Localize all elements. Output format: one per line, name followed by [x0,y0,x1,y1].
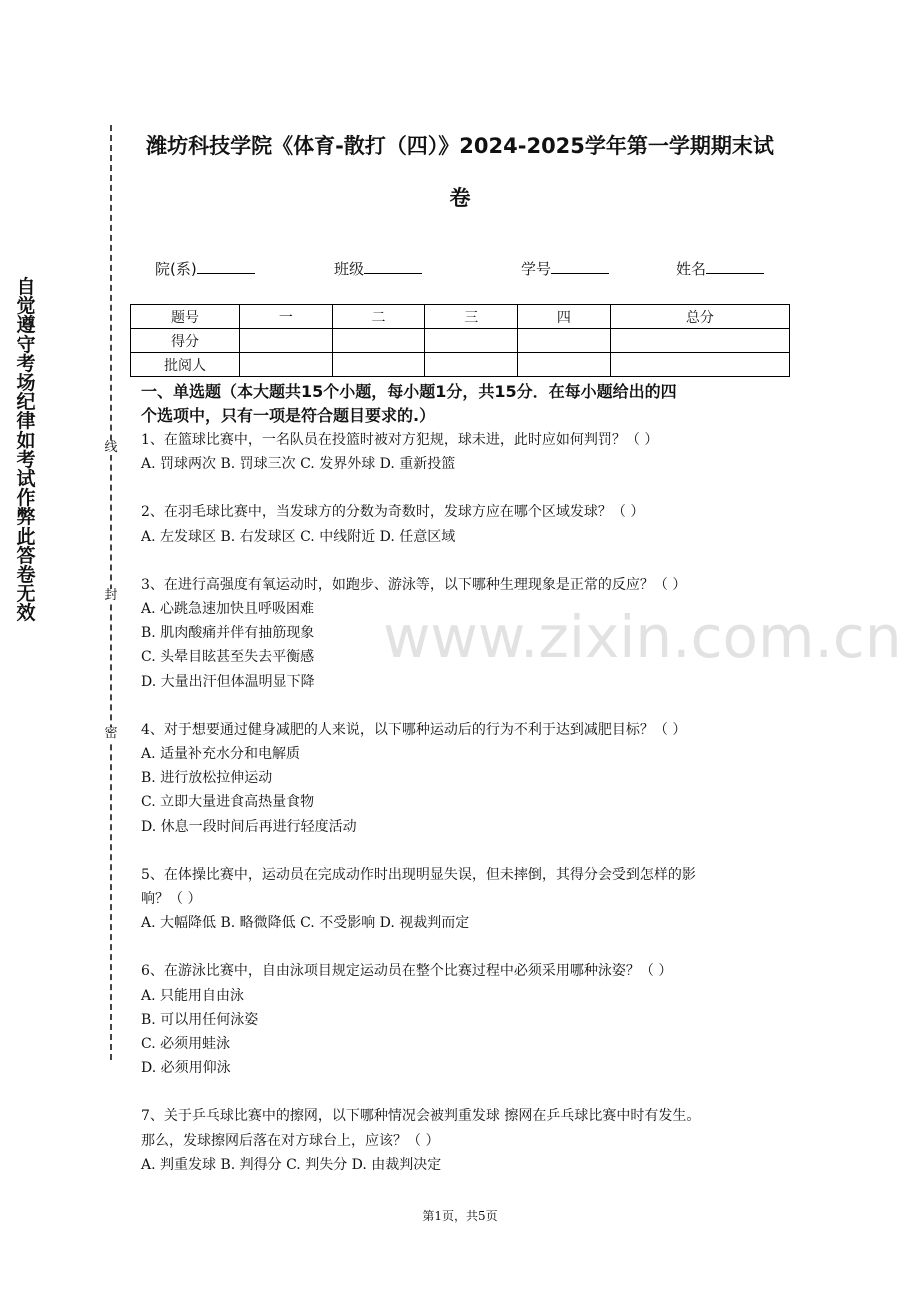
dept-blank[interactable] [197,259,255,274]
binding-mark-mi: 密 [104,726,118,741]
answer-option[interactable]: B. 进行放松拉伸运动 [141,770,273,787]
exam-discipline-notice: 自觉遵守考场纪律如考试作弊此答卷无效 [16,276,36,625]
header-cell: 二 [332,305,425,329]
grader-cell[interactable] [425,353,518,377]
exam-title-line2: 卷 [449,186,471,210]
question-stem: 2、在羽毛球比赛中，当发球方的分数为奇数时，发球方应在哪个区域发球？（ ） [141,504,645,521]
grader-cell[interactable] [240,353,333,377]
score-cell[interactable] [240,329,333,353]
header-cell: 一 [240,305,333,329]
question-stem: 那么，发球擦网后落在对方球台上，应该？（ ） [141,1132,440,1149]
answer-option[interactable]: C. 立即大量进食高热量食物 [141,794,315,811]
student-id-field [521,258,609,279]
question-stem: 6、在游泳比赛中，自由泳项目规定运动员在整个比赛过程中必须采用哪种泳姿？（ ） [141,963,673,980]
answer-option[interactable]: A. 罚球两次 B. 罚球三次 C. 发界外球 D. 重新投篮 [141,456,456,473]
score-cell[interactable] [518,329,611,353]
question-item [141,428,791,500]
page-footer: 第1页，共5页 [422,1209,498,1223]
question-stem: 7、关于乒乓球比赛中的擦网，以下哪种情况会被判重发球 擦网在乒乓球比赛中时有发生。 [141,1108,701,1125]
watermark: www.zixin.com.cn [383,603,902,671]
answer-option[interactable]: A. 只能用自由泳 [141,987,245,1004]
name-field [676,258,764,279]
question-item [141,500,791,572]
question-item [141,573,791,718]
class-label: 班级 [334,260,365,278]
question-stem: 4、对于想要通过健身减肥的人来说，以下哪种运动后的行为不利于达到减肥目标？（ ） [141,721,687,738]
section-heading [141,380,791,428]
answer-option[interactable]: B. 可以用任何泳姿 [141,1011,259,1028]
student-info-row [0,258,920,282]
binding-mark-feng: 封 [104,588,118,603]
header-cell: 总分 [610,305,789,329]
answer-option[interactable]: A. 左发球区 B. 右发球区 C. 中线附近 D. 任意区域 [141,528,456,545]
name-label: 姓名 [676,260,707,278]
student-id-blank[interactable] [551,259,609,274]
grader-row [131,353,790,377]
exam-title-line1: 潍坊科技学院《体育-散打（四）》2024-2025学年第一学期期末试 [146,134,774,158]
score-table-header-row [131,305,790,329]
grader-cell[interactable] [332,353,425,377]
score-cell[interactable] [610,329,789,353]
score-row [131,329,790,353]
class-blank[interactable] [364,259,422,274]
question-stem: 1、在篮球比赛中，一名队员在投篮时被对方犯规，球未进，此时应如何判罚？（ ） [141,432,659,448]
grader-cell[interactable] [610,353,789,377]
score-cell[interactable] [332,329,425,353]
answer-option[interactable]: D. 大量出汗但体温明显下降 [141,673,315,690]
row-label: 批阅人 [131,353,240,377]
header-cell: 四 [518,305,611,329]
class-field [334,258,422,279]
student-id-label: 学号 [521,260,552,278]
binding-mark-xian: 线 [104,440,118,455]
answer-option[interactable]: D. 必须用仰泳 [141,1060,231,1077]
question-stem: 响？（ ） [141,891,202,908]
question-item [141,718,791,863]
question-item [141,959,791,1104]
answer-option[interactable]: C. 头晕目眩甚至失去平衡感 [141,649,315,666]
question-stem: 5、在体操比赛中，运动员在完成动作时出现明显失误，但未摔倒，其得分会受到怎样的影 [141,866,696,883]
section-heading-line2: 个选项中，只有一项是符合题目要求的.） [141,406,436,425]
answer-option[interactable]: D. 休息一段时间后再进行轻度活动 [141,818,357,835]
dept-label: 院(系) [155,260,197,278]
section-heading-line1: 一、单选题（本大题共15个小题，每小题1分，共15分．在每小题给出的四 [141,382,677,401]
answer-option[interactable]: B. 肌肉酸痛并伴有抽筋现象 [141,625,315,642]
question-item [141,1104,791,1177]
dept-field [155,258,255,279]
answer-option[interactable]: A. 适量补充水分和电解质 [141,746,301,763]
header-cell: 题号 [131,305,240,329]
answer-option[interactable]: A. 判重发球 B. 判得分 C. 判失分 D. 由裁判决定 [141,1156,442,1173]
answer-option[interactable]: A. 大幅降低 B. 略微降低 C. 不受影响 D. 视裁判而定 [141,915,470,932]
name-blank[interactable] [706,259,764,274]
score-cell[interactable] [425,329,518,353]
grader-cell[interactable] [518,353,611,377]
question-list [141,428,791,1177]
header-cell: 三 [425,305,518,329]
row-label: 得分 [131,329,240,353]
question-item [141,863,791,960]
question-stem: 3、在进行高强度有氧运动时，如跑步、游泳等，以下哪种生理现象是正常的反应？（ ） [141,576,687,593]
exam-title [130,120,790,224]
answer-option[interactable]: C. 必须用蛙泳 [141,1036,231,1053]
score-table [130,304,790,377]
answer-option[interactable]: A. 心跳急速加快且呼吸困难 [141,601,315,618]
